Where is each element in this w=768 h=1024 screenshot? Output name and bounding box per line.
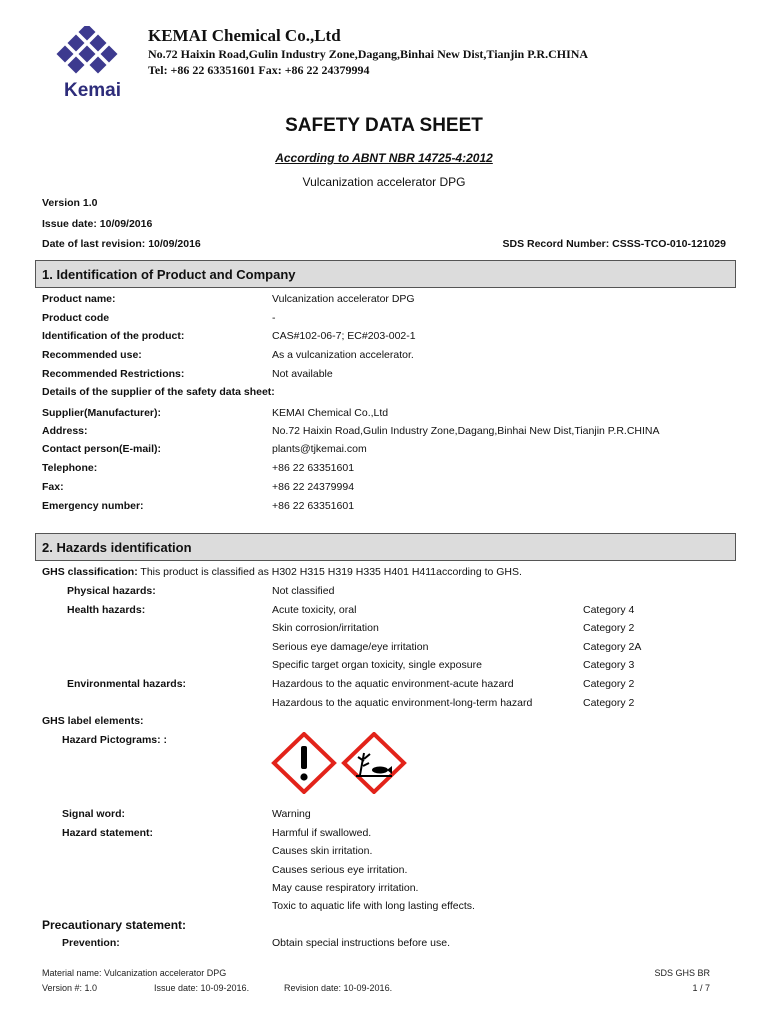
- hazard-name: Specific target organ toxicity, single exposure: [272, 659, 482, 671]
- row-value: -: [272, 312, 276, 324]
- row-value: CAS#102-06-7; EC#203-002-1: [272, 330, 416, 342]
- section-2-title: 2. Hazards identification: [42, 540, 192, 555]
- info-row: [42, 312, 742, 329]
- row-label: Supplier(Manufacturer):: [42, 407, 162, 419]
- environmental-hazards-label: Environmental hazards:: [67, 678, 187, 690]
- physical-hazards-value: Not classified: [272, 585, 335, 597]
- info-row: [42, 462, 742, 479]
- row-value: KEMAI Chemical Co.,Ltd: [272, 407, 389, 419]
- hazard-statement: Harmful if swallowed.: [272, 827, 372, 839]
- hazard-category: Category 2: [583, 678, 635, 690]
- info-row: [42, 368, 742, 385]
- page-number: 1 / 7: [692, 983, 710, 993]
- hazard-statement-row: [42, 900, 742, 917]
- info-row: [42, 407, 742, 424]
- hazard-name: Hazardous to the aquatic environment-long-term hazard: [272, 697, 533, 709]
- info-row: [42, 293, 742, 310]
- footer-issue-date: Issue date: 10-09-2016.: [154, 983, 250, 993]
- hazard-category: Category 2A: [583, 641, 642, 653]
- hazard-statement: Toxic to aquatic life with long lasting effects.: [272, 900, 475, 912]
- standard-reference: According to ABNT NBR 14725-4:2012: [275, 151, 493, 165]
- hazard-name: Hazardous to the aquatic environment-acute hazard: [272, 678, 514, 690]
- hazard-row: [42, 585, 742, 602]
- prevention-label: Prevention:: [62, 937, 120, 949]
- hazard-statement: Causes serious eye irritation.: [272, 864, 408, 876]
- info-row: [42, 386, 742, 403]
- prevention-row: [42, 937, 742, 954]
- section-1-header: [35, 260, 736, 288]
- health-hazards-label: Health hazards:: [67, 604, 146, 616]
- row-value: +86 22 24379994: [272, 481, 355, 493]
- footer-revision-date: Revision date: 10-09-2016.: [284, 983, 393, 993]
- row-label: Fax:: [42, 481, 64, 493]
- hazard-row: [42, 659, 742, 676]
- row-value: Not available: [272, 368, 333, 380]
- exclamation-pictogram-icon: [274, 734, 334, 792]
- row-label: Contact person(E-mail):: [42, 443, 162, 455]
- ghs-label: GHS classification:: [42, 566, 138, 578]
- row-label: Address:: [42, 425, 88, 437]
- hazard-name: Serious eye damage/eye irritation: [272, 641, 429, 653]
- hazard-statement: May cause respiratory irritation.: [272, 882, 419, 894]
- info-row: [42, 443, 742, 460]
- hazard-name: Acute toxicity, oral: [272, 604, 357, 616]
- info-row: [42, 330, 742, 347]
- company-name: KEMAI Chemical Co.,Ltd: [148, 26, 341, 45]
- section-2-header: [35, 533, 736, 561]
- hazard-statement-label: Hazard statement:: [62, 827, 154, 839]
- info-row: [42, 425, 742, 442]
- hazard-row: [42, 697, 742, 714]
- hazard-row: [42, 622, 742, 639]
- row-label: Details of the supplier of the safety data sheet:: [42, 386, 275, 398]
- row-value: Vulcanization accelerator DPG: [272, 293, 415, 305]
- hazard-category: Category 2: [583, 697, 635, 709]
- ghs-classification: [42, 566, 522, 578]
- footer-material: Material name: Vulcanization accelerator DPG: [42, 968, 227, 978]
- row-value: plants@tjkemai.com: [272, 443, 367, 455]
- label-elements-heading: GHS label elements:: [42, 715, 144, 727]
- hazard-row: [42, 604, 742, 621]
- hazard-statement-row: [42, 864, 742, 881]
- company-info: [148, 26, 588, 78]
- hazard-statement-row: [42, 882, 742, 899]
- row-label: Recommended Restrictions:: [42, 368, 185, 380]
- product-title: Vulcanization accelerator DPG: [302, 175, 466, 189]
- hazard-category: Category 4: [583, 604, 635, 616]
- row-value: No.72 Haixin Road,Gulin Industry Zone,Dagang,Binhai New Dist,Tianjin P.R.CHINA: [272, 425, 660, 437]
- company-address: No.72 Haixin Road,Gulin Industry Zone,Dagang,Binhai New Dist,Tianjin P.R.CHINA: [148, 47, 589, 61]
- prevention-value: Obtain special instructions before use.: [272, 937, 451, 949]
- company-phone: Tel: +86 22 63351601 Fax: +86 22 24379994: [148, 63, 370, 77]
- info-row: [42, 349, 742, 366]
- info-row: [42, 500, 742, 517]
- info-row: [42, 481, 742, 498]
- row-label: Recommended use:: [42, 349, 142, 361]
- hazard-row: [42, 678, 742, 695]
- hazard-category: Category 3: [583, 659, 635, 671]
- footer-version: Version #: 1.0: [42, 983, 98, 993]
- row-label: Telephone:: [42, 462, 98, 474]
- pictograms-label: Hazard Pictograms: :: [62, 734, 168, 746]
- footer-sds-type: SDS GHS BR: [654, 968, 710, 978]
- logo-wordmark: Kemai: [64, 80, 122, 101]
- row-value: +86 22 63351601: [272, 500, 355, 512]
- hazard-statement-row: [42, 845, 742, 862]
- letterhead: [42, 26, 742, 106]
- hazard-name: Skin corrosion/irritation: [272, 622, 379, 634]
- signal-word-label: Signal word:: [62, 808, 125, 820]
- ghs-text: This product is classified as H302 H315 H319 H335 H401 H411according to GHS.: [137, 566, 522, 578]
- row-value: +86 22 63351601: [272, 462, 355, 474]
- hazard-pictograms: [270, 732, 410, 794]
- record-number: SDS Record Number: CSSS-TCO-010-121029: [502, 238, 726, 250]
- hazard-statement-row: [42, 827, 742, 844]
- page-title: SAFETY DATA SHEET: [285, 115, 483, 136]
- label-elements-row: [42, 715, 742, 732]
- row-label: Product code: [42, 312, 110, 324]
- footer-line-2: [42, 983, 710, 993]
- section-1-title: 1. Identification of Product and Company: [42, 267, 296, 282]
- row-label: Identification of the product:: [42, 330, 185, 342]
- hazard-statement: Causes skin irritation.: [272, 845, 373, 857]
- row-label: Product name:: [42, 293, 116, 305]
- version: Version 1.0: [42, 197, 98, 209]
- revision-date: Date of last revision: 10/09/2016: [42, 238, 201, 250]
- row-value: As a vulcanization accelerator.: [272, 349, 414, 361]
- physical-hazards-label: Physical hazards:: [67, 585, 156, 597]
- row-label: Emergency number:: [42, 500, 144, 512]
- precautionary-heading: Precautionary statement:: [42, 918, 187, 932]
- signal-word-value: Warning: [272, 808, 311, 820]
- hazard-row: [42, 641, 742, 658]
- hazard-category: Category 2: [583, 622, 635, 634]
- issue-date: Issue date: 10/09/2016: [42, 218, 153, 230]
- environment-pictogram-icon: [344, 734, 404, 792]
- footer-line-1: [42, 968, 710, 978]
- signal-word-row: [42, 808, 742, 825]
